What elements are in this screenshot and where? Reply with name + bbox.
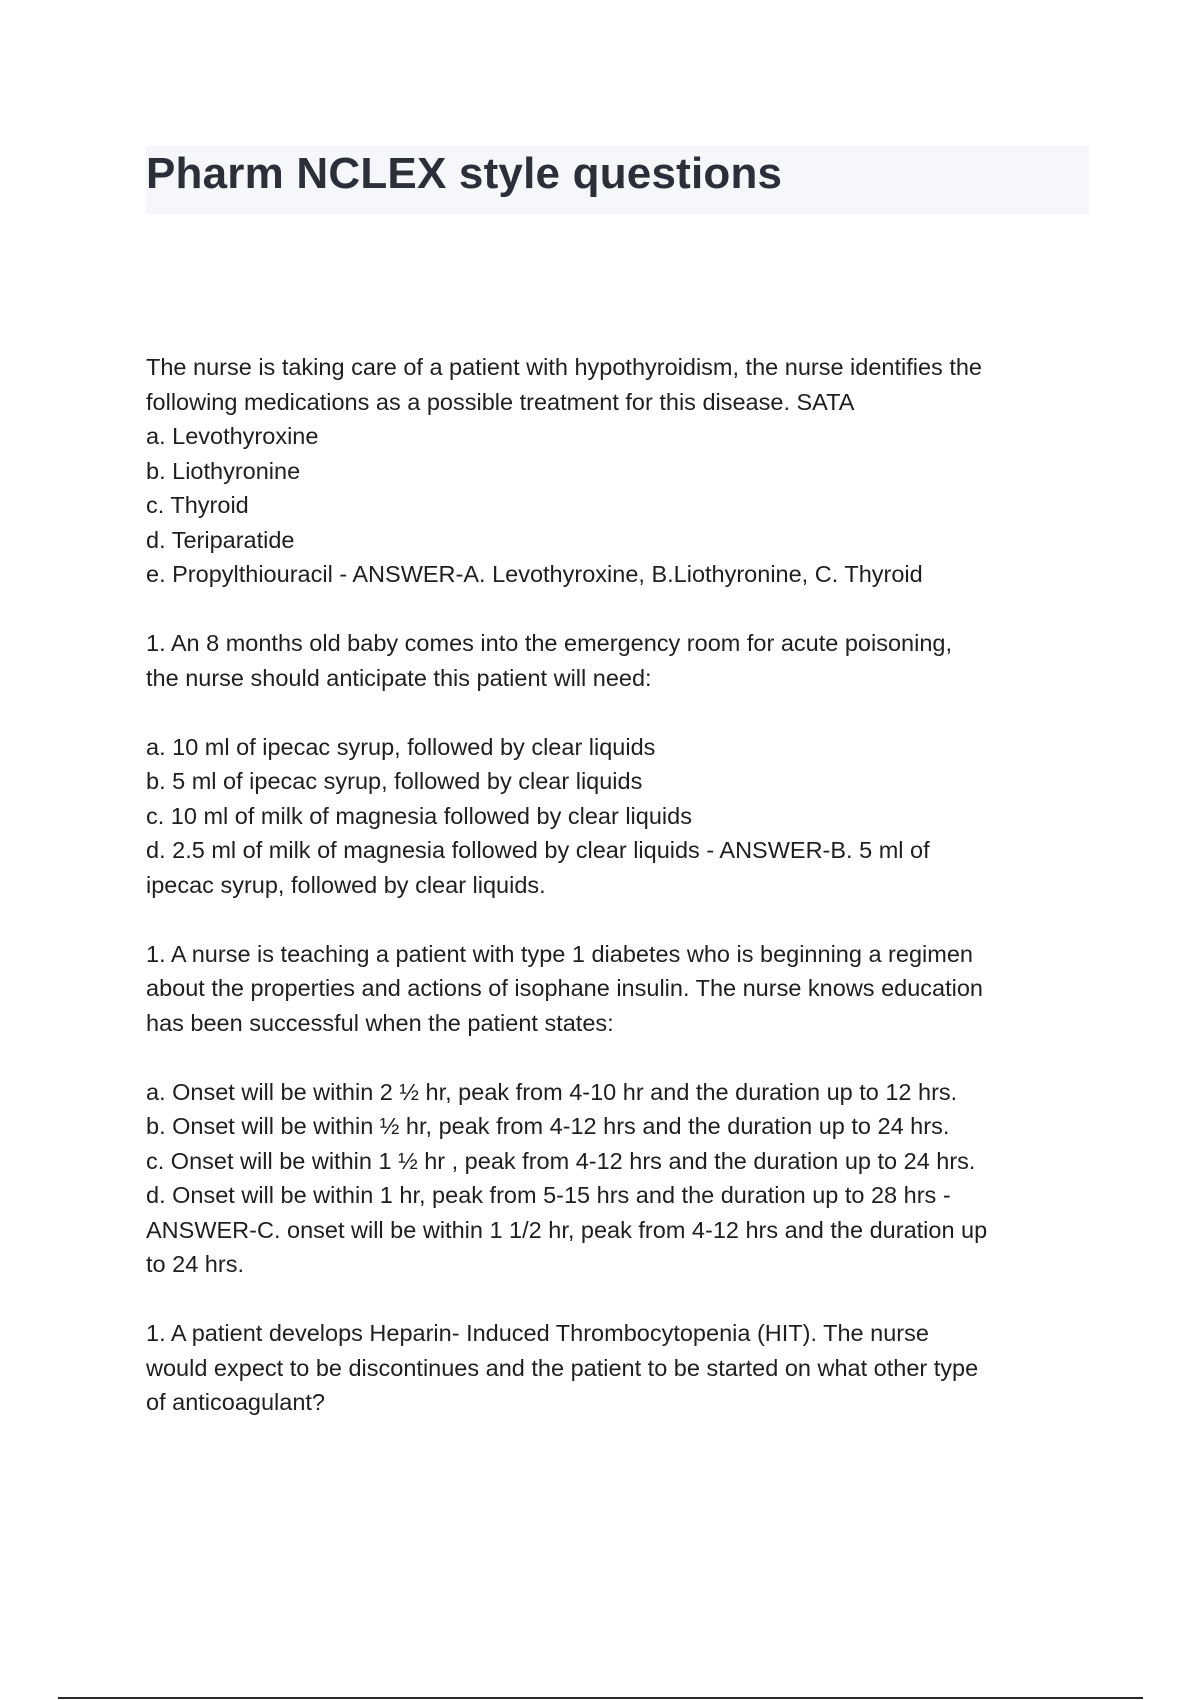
title-banner (146, 146, 1089, 214)
answer-option: b. Onset will be within ½ hr, peak from 4-12 hrs and the duration up to 24 hrs. (146, 1113, 950, 1139)
answer-option: d. Onset will be within 1 hr, peak from 5-15 hrs and the duration up to 28 hrs - (146, 1182, 951, 1208)
page-title: Pharm NCLEX style questions (146, 149, 783, 198)
paragraph-spacer (146, 592, 1086, 627)
answer-option: c. 10 ml of milk of magnesia followed by clear liquids (146, 802, 692, 829)
answer-option: d. Teriparatide (146, 526, 295, 553)
answer-option: ANSWER-C. onset will be within 1 1/2 hr, peak from 4-12 hrs and the duration up (146, 1216, 988, 1243)
question-stem-line: 1. A patient develops Heparin- Induced Thrombocytopenia (HIT). The nurse (146, 1320, 929, 1346)
answer-option: a. Levothyroxine (146, 423, 319, 449)
document-body (146, 350, 1086, 1420)
question-block (146, 1316, 1086, 1420)
question-block (146, 626, 1086, 902)
paragraph-spacer (146, 1040, 1086, 1075)
question-stem-line: following medications as a possible treatment for this disease. SATA (146, 388, 855, 415)
question-stem-line: would expect to be discontinues and the patient to be started on what other type (146, 1354, 979, 1381)
question-block (146, 350, 1086, 592)
answer-option: a. 10 ml of ipecac syrup, followed by clear liquids (146, 733, 656, 760)
answer-option: ipecac syrup, followed by clear liquids. (146, 871, 546, 898)
answer-option: a. Onset will be within 2 ½ hr, peak from 4-10 hr and the duration up to 12 hrs. (146, 1078, 958, 1105)
answer-option: c. Thyroid (146, 492, 249, 518)
question-stem-line: about the properties and actions of isophane insulin. The nurse knows education (146, 975, 983, 1001)
question-stem-line: 1. A nurse is teaching a patient with type 1 diabetes who is beginning a regimen (146, 940, 973, 967)
answer-option: c. Onset will be within 1 ½ hr , peak from 4-12 hrs and the duration up to 24 hrs. (146, 1147, 976, 1174)
question-stem-line: The nurse is taking care of a patient with hypothyroidism, the nurse identifies the (146, 354, 983, 380)
answer-option: e. Propylthiouracil - ANSWER-A. Levothyroxine, B.Liothyronine, C. Thyroid (146, 561, 923, 587)
answer-option: d. 2.5 ml of milk of magnesia followed by clear liquids - ANSWER-B. 5 ml of (146, 837, 930, 863)
question-stem-line: has been successful when the patient states: (146, 1009, 614, 1036)
answer-option: b. Liothyronine (146, 457, 301, 484)
answer-option: to 24 hrs. (146, 1251, 244, 1277)
paragraph-spacer (146, 902, 1086, 937)
footer-divider (58, 1697, 1143, 1699)
question-stem-line: of anticoagulant? (146, 1389, 326, 1415)
answer-option: b. 5 ml of ipecac syrup, followed by clear liquids (146, 768, 643, 794)
paragraph-spacer (146, 695, 1086, 730)
paragraph-spacer (146, 1282, 1086, 1317)
question-stem-line: 1. An 8 months old baby comes into the emergency room for acute poisoning, (146, 630, 952, 656)
question-block (146, 937, 1086, 1282)
question-stem-line: the nurse should anticipate this patient will need: (146, 664, 652, 691)
